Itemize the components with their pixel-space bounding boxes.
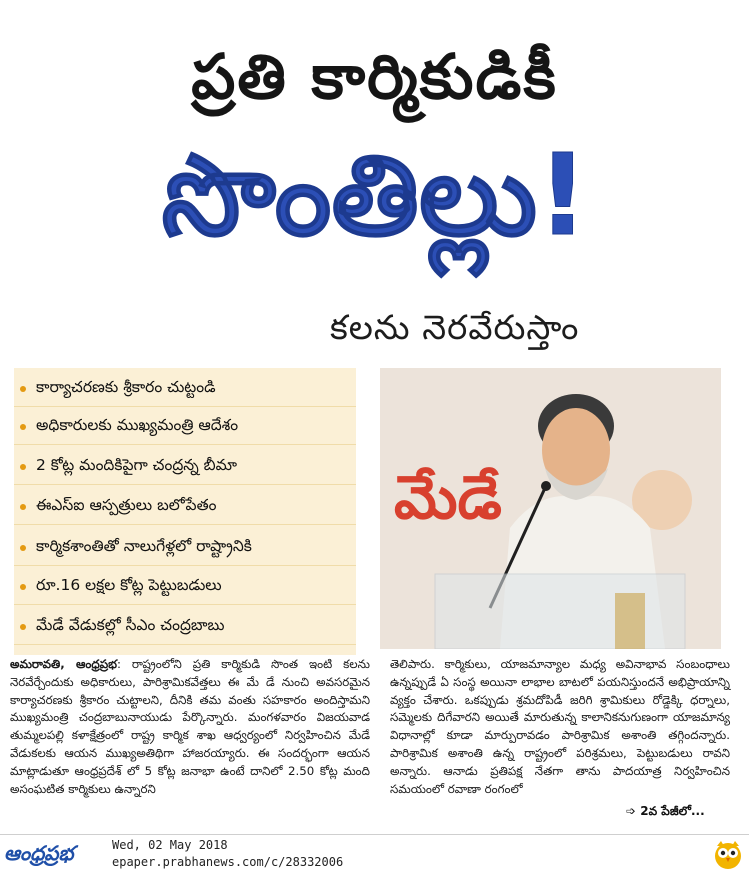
highlight-item (14, 490, 356, 525)
owl-icon (713, 838, 743, 874)
footer-divider (0, 834, 749, 835)
backdrop-text: మేడే (394, 463, 502, 533)
edition-date: Wed, 02 May 2018 (112, 838, 228, 852)
bullet-icon (20, 464, 26, 470)
article-text: తెలిపారు. కార్మికులు, యాజమాన్యాల మధ్య అవినాభావ సంబంధాలు ఉన్నప్పుడే ఏ సంస్థ అయినా లాభాల బాటలో పయనిస్తుందనే అభిప్రాయాన్ని వ్యక్తం చేశారు. ఒకప్పుడు శ్రమదోపిడీ జరిగి శ్రామికులు రోడ్డెక్కి ధర్నాలు, సమ్మెలకు దిగేవారని అయితే మారుతున్న కాలానికనుగుణంగా యాజమాన్య విధానాల్లో కూడా మార్పురావడం పారిశ్రామిక అశాంతి తగ్గిందన్నారు. పారిశ్రామిక అశాంతి ఉన్న రాష్ట్రంలో పరిశ్రమలు, పెట్టుబడులు రావని అన్నారు. ఆనాడు ప్రతిపక్ష నేతగా తాను పాదయాత్ర నిర్వహించిన సమయంలో రవాణా రంగంలో (390, 657, 730, 796)
article-column-2 (390, 656, 730, 798)
article-column-1 (10, 656, 370, 798)
cm-speaking-illustration (380, 368, 721, 649)
bullet-icon (20, 504, 26, 510)
highlight-item (14, 570, 356, 605)
headline-line-1: ప్రతి కార్మికుడికీ (191, 40, 558, 113)
arrow-icon: ➩ (626, 804, 641, 818)
highlight-text: కార్యాచరణకు శ్రీకారం చుట్టండి (36, 378, 216, 396)
headline-line-2: సొంతిల్లు! (161, 131, 589, 261)
highlight-item (14, 610, 356, 645)
bullet-icon (20, 584, 26, 590)
highlight-item (14, 531, 356, 566)
highlight-text: ఈఎస్ఐ ఆస్పత్రులు బలోపేతం (36, 496, 217, 514)
highlight-item (14, 372, 356, 407)
highlight-item (14, 410, 356, 445)
highlight-text: మేడే వేడుకల్లో సీఎం చంద్రబాబు (36, 616, 225, 634)
highlight-text: రూ.16 లక్షల కోట్ల పెట్టుబడులు (36, 576, 222, 594)
highlight-text: కార్మికశాంతితో నాలుగేళ్లలో రాష్ట్రానికి (36, 537, 252, 555)
continued-label: 2వ పేజీలో... (640, 804, 705, 818)
news-photo (380, 368, 721, 649)
bullet-icon (20, 386, 26, 392)
bullet-icon (20, 424, 26, 430)
highlights-box (14, 368, 356, 655)
epaper-link[interactable]: epaper.prabhanews.com/c/28332006 (112, 855, 344, 869)
article-text: : రాష్ట్రంలోని ప్రతి కార్మికుడి సొంత ఇంటి కలను నెరవేర్చేందుకు అధికారులు, పారిశ్రామికవేత్తలు ఈ మే డే నుంచి అవసరమైన కార్యాచరణకు శ్రీకారం చుట్టాలని, దీనికి తమ వంతు సహకారం అందిస్తామని ముఖ్యమంత్రి చంద్రబాబునాయుడు పేర్కొన్నారు. మంగళవారం విజయవాడ తుమ్మలపల్లి కళాక్షేత్రంలో రాష్ట్ర కార్మిక శాఖ ఆధ్వర్యంలో నిర్వహించిన మేడే వేడుకలకు ఆయన ముఖ్యఅతిథిగా హాజరయ్యారు. ఈ సందర్భంగా ఆయన మాట్లాడుతూ ఆంధ్రప్రదేశ్ లో 5 కోట్ల జనాభా ఉంటే దానిలో 2.50 కోట్ల మంది అసంఘటిత కార్మికులు ఉన్నారని (10, 657, 370, 796)
subheadline: కలను నెరవేరుస్తాం (330, 308, 580, 348)
highlight-item (14, 450, 356, 485)
article-dateline: అమరావతి, ఆంధ్రప్రభ (10, 657, 117, 671)
newspaper-logo: ఆంధ్రప్రభ (4, 841, 74, 865)
bullet-icon (20, 545, 26, 551)
highlight-text: అధికారులకు ముఖ్యమంత్రి ఆదేశం (36, 416, 239, 434)
continued-on-page (626, 804, 705, 821)
bullet-icon (20, 624, 26, 630)
highlight-text: 2 కోట్ల మందికిపైగా చంద్రన్న బీమా (36, 456, 238, 474)
